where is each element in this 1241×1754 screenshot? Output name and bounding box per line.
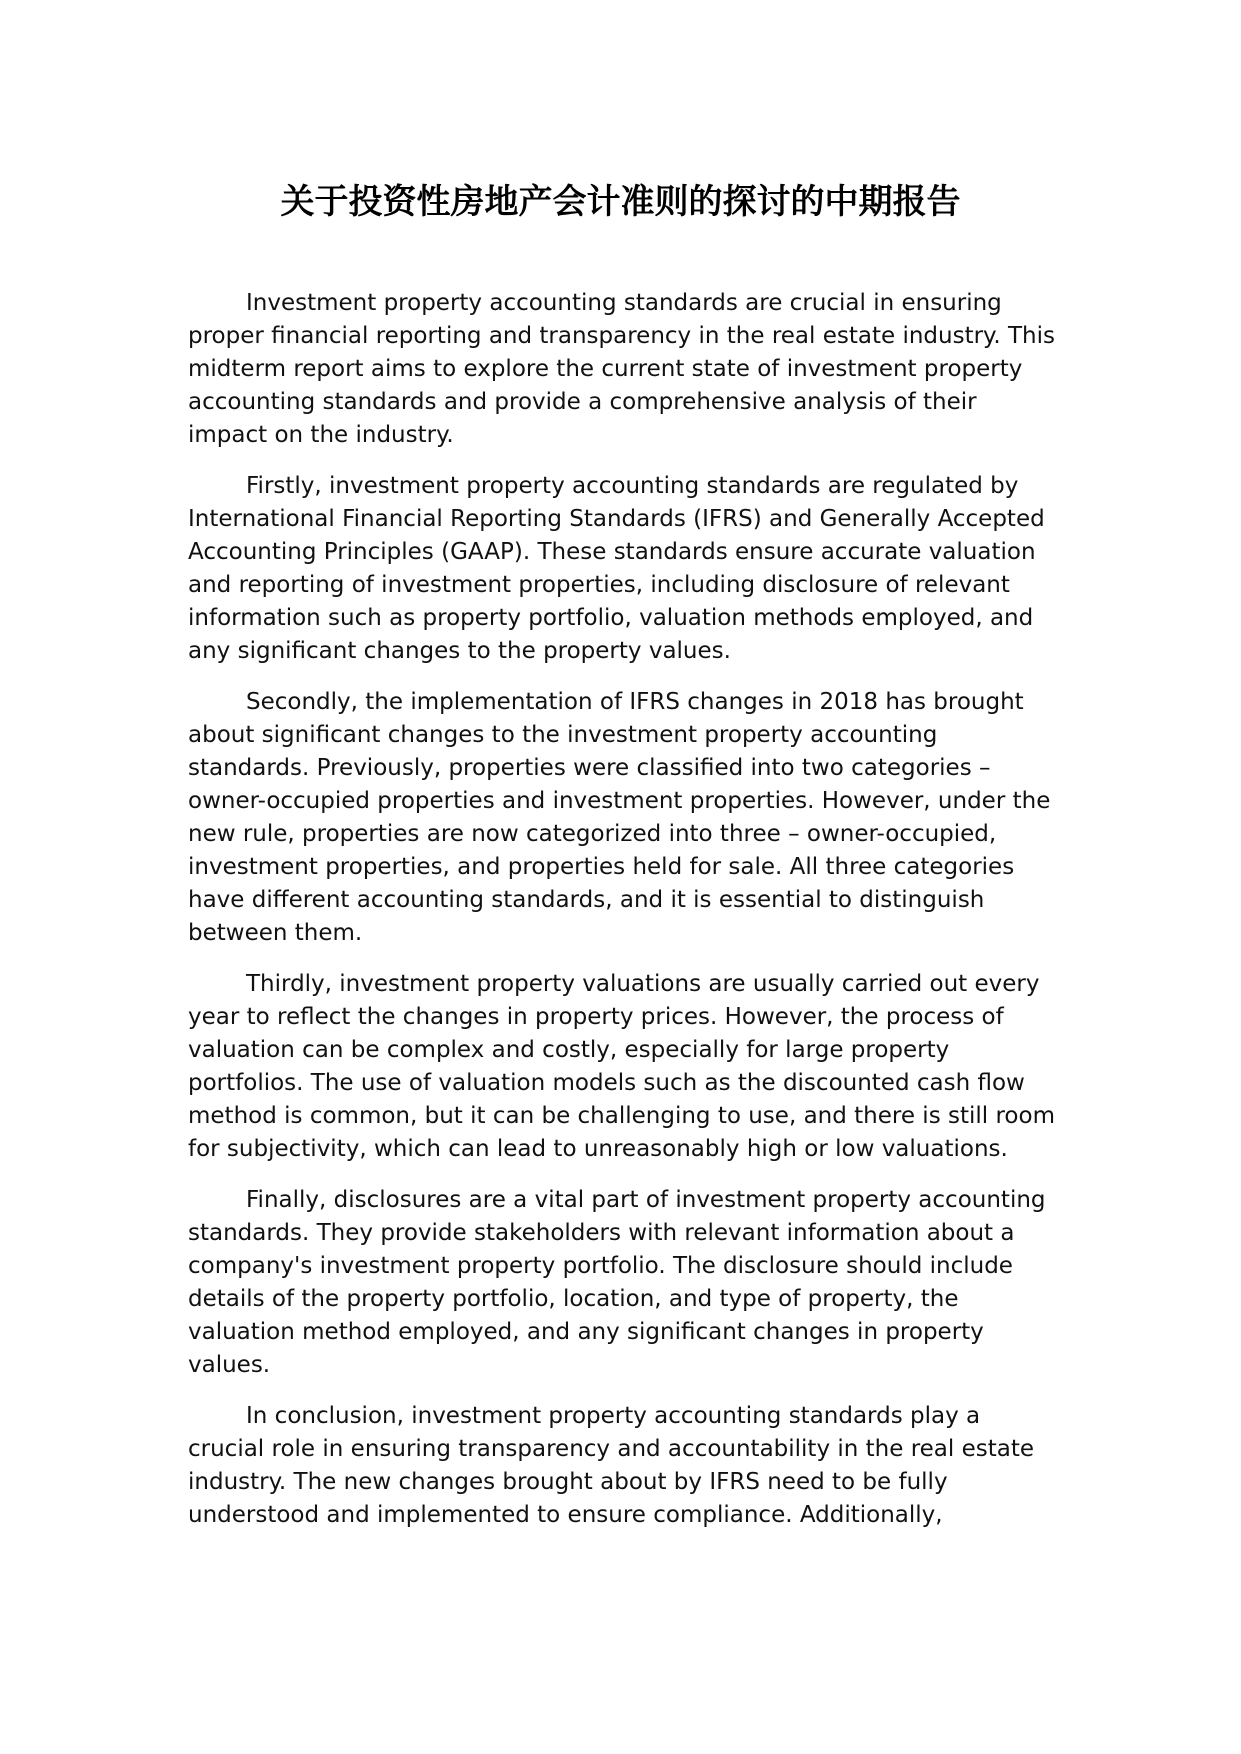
paragraph-thirdly: Thirdly, investment property valuations are usually carried out every year to reflect the changes in property prices. However, the process of valuation can be complex and costly, especially for large property portfolios. The use of valuation models such as the discounted cash flow method is common, but it can be challenging to use, and there is still room for subjectivity, which can lead to unreasonably high or low valuations. xyxy=(188,971,1055,1162)
paragraph-introduction: Investment property accounting standards are crucial in ensuring proper financial reporting and transparency in the real estate industry. This midterm report aims to explore the current state of investment property accounting standards and provide a comprehensive analysis of their impact on the industry. xyxy=(188,290,1055,448)
paragraph-firstly: Firstly, investment property accounting standards are regulated by International Financial Reporting Standards (IFRS) and Generally Accepted Accounting Principles (GAAP). These standards ensure accurate valuation and reporting of investment properties, including disclosure of relevant information such as property portfolio, valuation methods employed, and any significant changes to the property values. xyxy=(188,473,1045,664)
paragraph-secondly: Secondly, the implementation of IFRS changes in 2018 has brought about significant changes to the investment property accounting standards. Previously, properties were classified into two categories – owner-occupied properties and investment properties. However, under the new rule, properties are now categorized into three – owner-occupied, investment properties, and properties held for sale. All three categories have different accounting standards, and it is essential to distinguish between them. xyxy=(188,689,1051,946)
document-body xyxy=(188,287,1058,1550)
paragraph-conclusion: In conclusion, investment property accounting standards play a crucial role in ensuring transparency and accountability in the real estate industry. The new changes brought about by IFRS need to be fully understood and implemented to ensure compliance. Additionally, xyxy=(188,1403,1035,1528)
paragraph-finally: Finally, disclosures are a vital part of investment property accounting standards. They provide stakeholders with relevant information about a company's investment property portfolio. The disclosure should include details of the property portfolio, location, and type of property, the valuation method employed, and any significant changes in property values. xyxy=(188,1187,1046,1378)
document-title: 关于投资性房地产会计准则的探讨的中期报告 xyxy=(280,182,961,222)
